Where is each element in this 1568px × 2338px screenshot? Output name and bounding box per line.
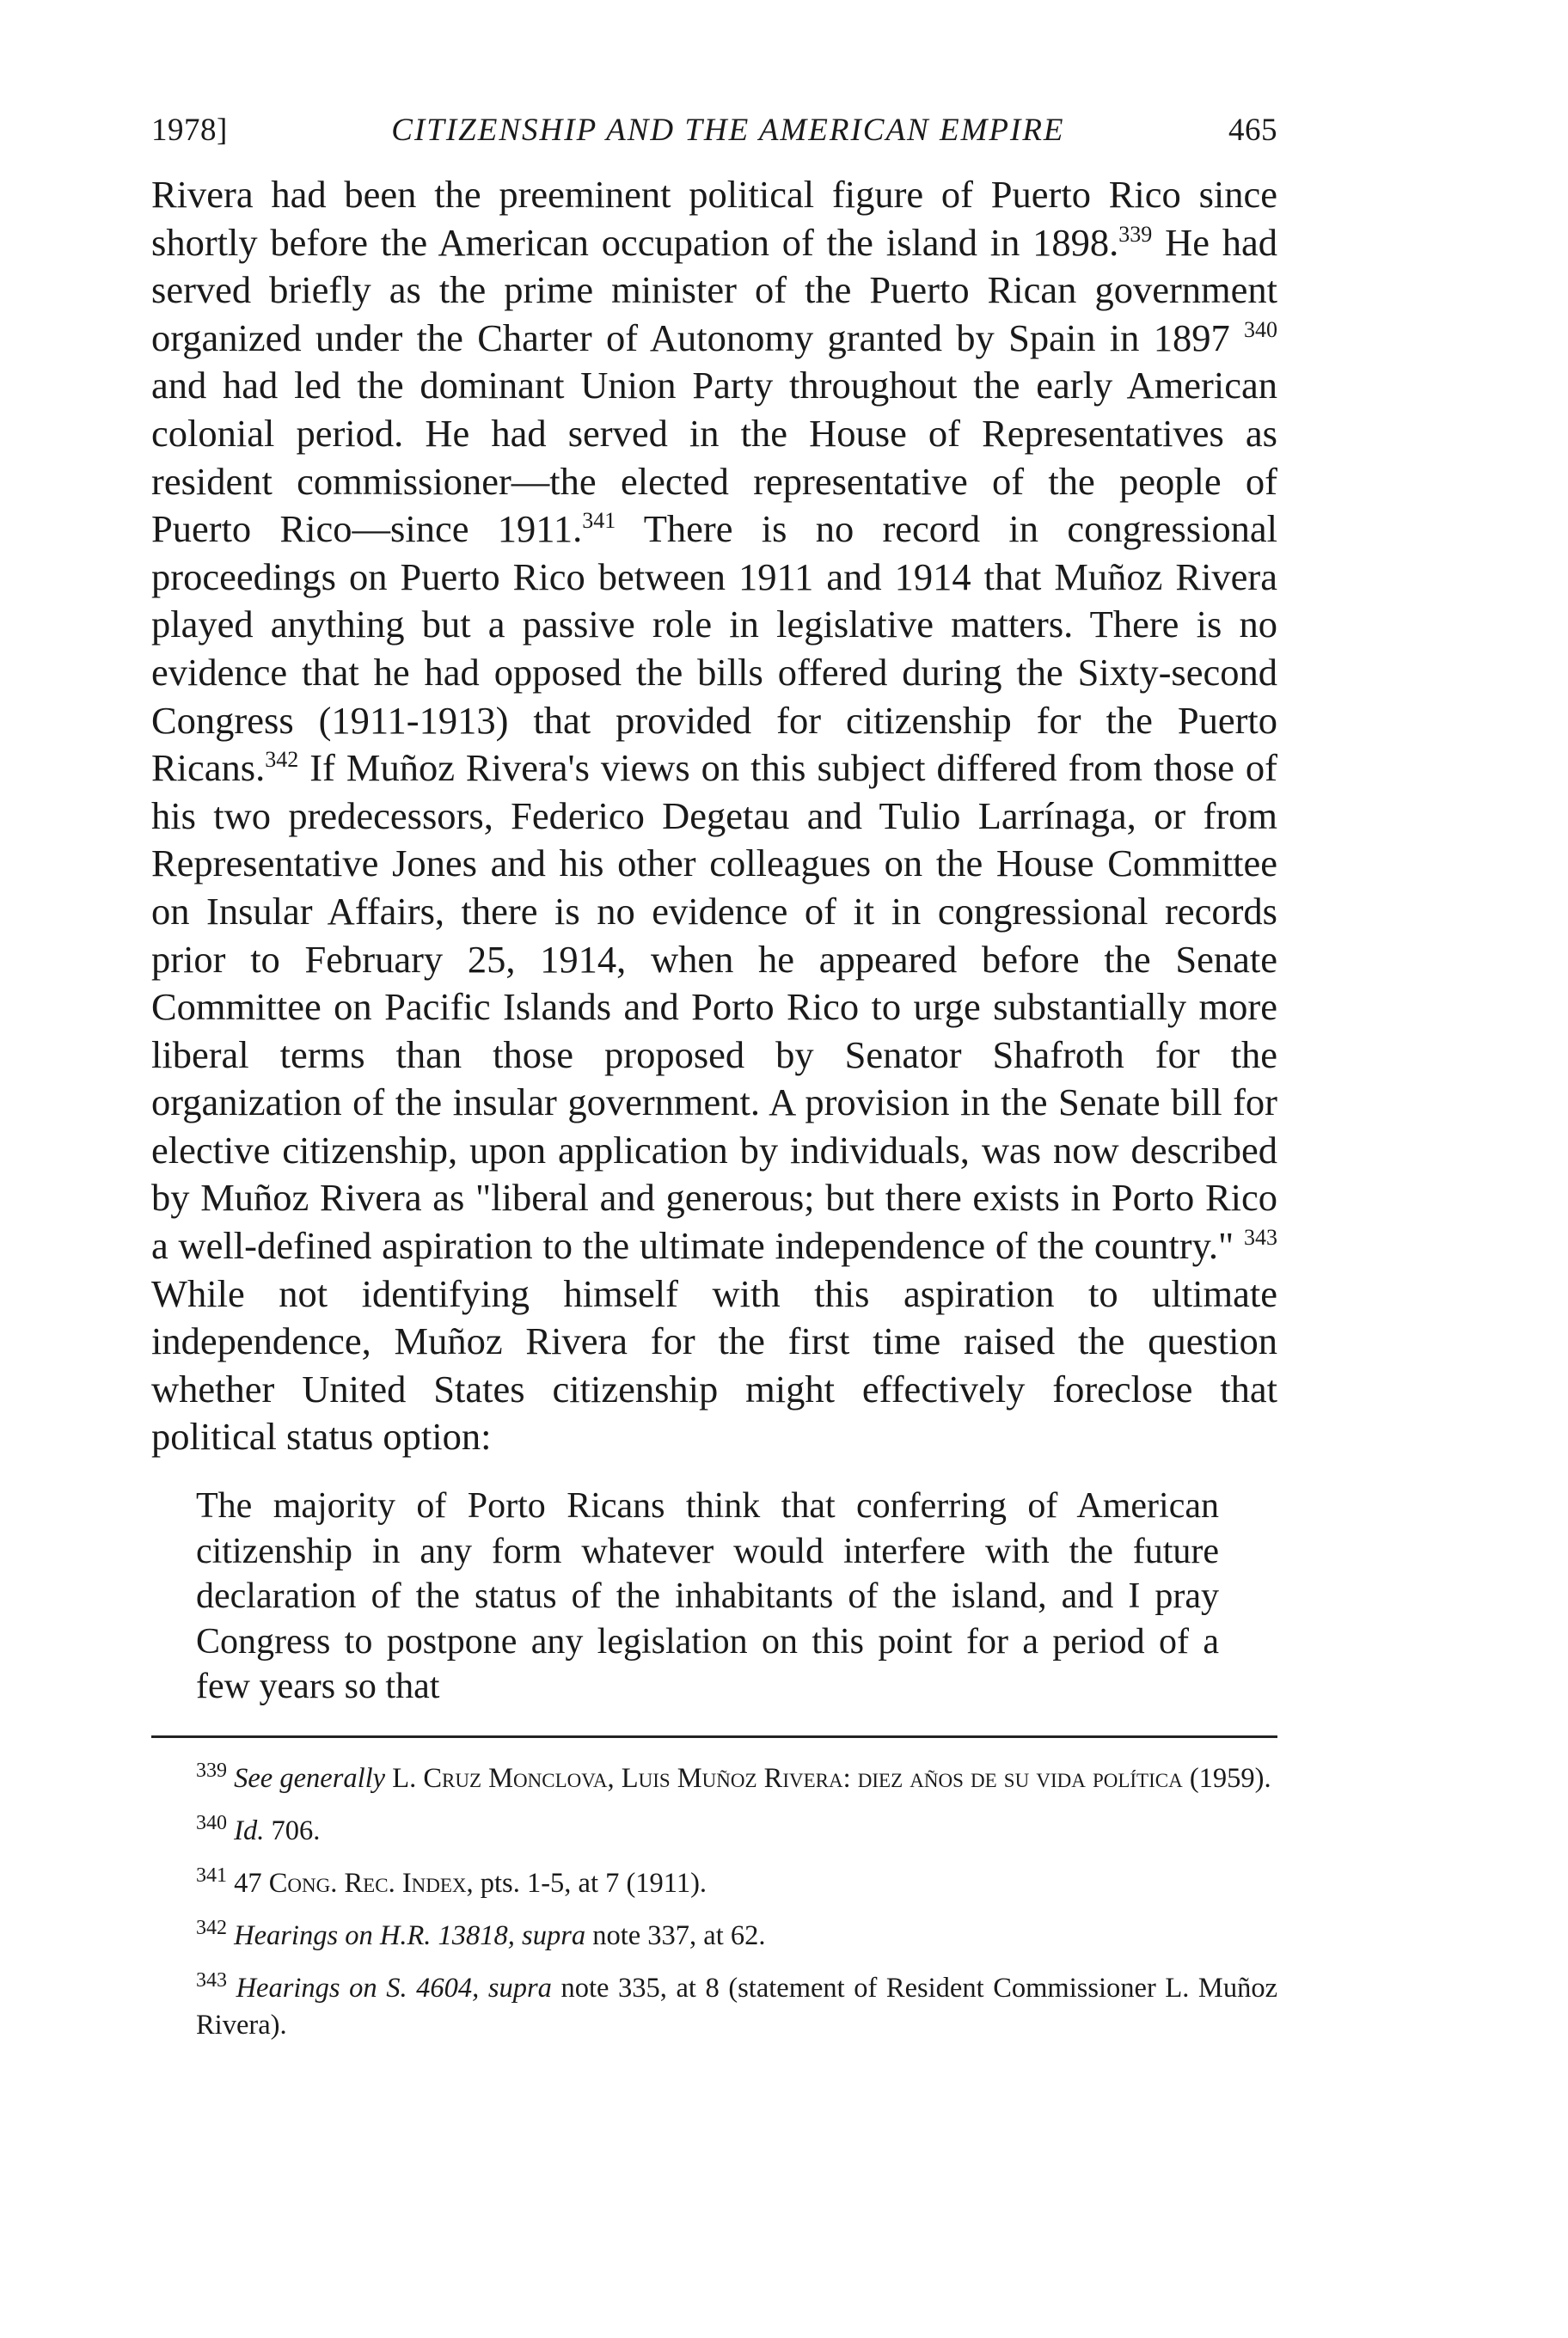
footnote-number: 340 [196, 1811, 227, 1834]
footnote-340 [151, 1813, 1277, 1850]
footnote-tail: , pts. 1-5, at 7 (1911). [466, 1867, 707, 1899]
header-year: 1978] [151, 113, 228, 148]
header-title: CITIZENSHIP AND THE AMERICAN EMPIRE [391, 113, 1065, 148]
sentence-2: He had served briefly as the prime minister of the Puerto Rican government organized under the Charter of Autonomy granted by Spain in 1897 [151, 220, 1277, 359]
sentence-6: While not identifying himself with this aspiration to ultimate independence, Muñoz Rivera for the first time raised the question whether United States citizenship might effectively foreclose that political status option: [151, 1271, 1277, 1459]
footnote-tail: 706. [264, 1815, 321, 1846]
footnote-ref-339: 339 [1118, 221, 1153, 247]
sentence-1: Rivera had been the preeminent political figure of Puerto Rico since shortly before the American occupation of the island in 1898. [151, 173, 1277, 264]
main-paragraph [151, 171, 1277, 1461]
block-quote: The majority of Porto Ricans think that conferring of American citizenship in any form whatever would interfere with the future declaration of the status of the inhabitants of the island, and I pray Congress to postpone any legislation on this point for a period of a few years so that [196, 1486, 1219, 1707]
footnote-339 [151, 1760, 1277, 1797]
footnote-signal: See generally [234, 1762, 386, 1794]
footnote-signal: Hearings on S. 4604, supra [236, 1972, 552, 2004]
footnote-tail: note 337, at 62. [585, 1919, 766, 1951]
footnote-signal: Hearings on H.R. 13818, supra [234, 1919, 586, 1951]
footnote-source: Cong. Rec. Index [268, 1867, 467, 1899]
sentence-4: There is no record in congressional proceedings on Puerto Rico between 1911 and 1914 that Muñoz Rivera played anything but a passive role in legislative matters. There is no evidence that he had opposed the bills offered during the Sixty-second Congress (1911-1913) that provided for citizenship for the Puerto Ricans. [151, 507, 1277, 790]
footnote-ref-342: 342 [265, 747, 299, 773]
page-number: 465 [1228, 113, 1277, 148]
footnote-number: 341 [196, 1864, 227, 1887]
footnote-volume: 47 [234, 1867, 269, 1899]
footnote-ref-341: 341 [582, 508, 616, 534]
page [151, 112, 1277, 2060]
footnote-ref-340: 340 [1244, 316, 1278, 342]
footnote-342 [151, 1918, 1277, 1955]
sentence-3: and had led the dominant Union Party throughout the early American colonial period. He had served in the House of Representatives as resident commissioner—the elected representative of the people of Puerto Rico—since 1911. [151, 364, 1277, 551]
footnote-343 [151, 1970, 1277, 2044]
footnote-ref-343: 343 [1244, 1225, 1277, 1251]
sentence-5: If Muñoz Rivera's views on this subject differed from those of his two predecessors, Federico Degetau and Tulio Larrínaga, or from Representative Jones and his other colleagues on the House Committee on Insular Affairs, there is no evidence of it in congressional records prior to February 25, 1914, when he appeared before the Senate Committee on Pacific Islands and Porto Rico to urge substantially more liberal terms than those proposed by Senator Shafroth for the organization of the insular government. A provision in the Senate bill for elective citizenship, upon application by individuals, was now described by Muñoz Rivera as "liberal and generous; but there exists in Porto Rico a well-defined aspiration to the ultimate independence of the country." [151, 746, 1277, 1268]
footnote-number: 339 [196, 1759, 227, 1782]
footnote-tail: note 335, at 8 (statement of Resident Commissioner L. Muñoz Rivera). [196, 1972, 1277, 2041]
footnote-tail: (1959). [1182, 1762, 1271, 1794]
footnote-number: 343 [196, 1968, 227, 1992]
footnotes [151, 1760, 1277, 2044]
running-head [151, 112, 1277, 149]
footnote-source: L. Cruz Monclova, Luis Muñoz Rivera: diez años de su vida política [392, 1762, 1183, 1794]
footnote-signal: Id. [234, 1815, 265, 1846]
footnote-number: 342 [196, 1916, 227, 1939]
footnote-rule [151, 1735, 1277, 1738]
footnote-341 [151, 1865, 1277, 1902]
